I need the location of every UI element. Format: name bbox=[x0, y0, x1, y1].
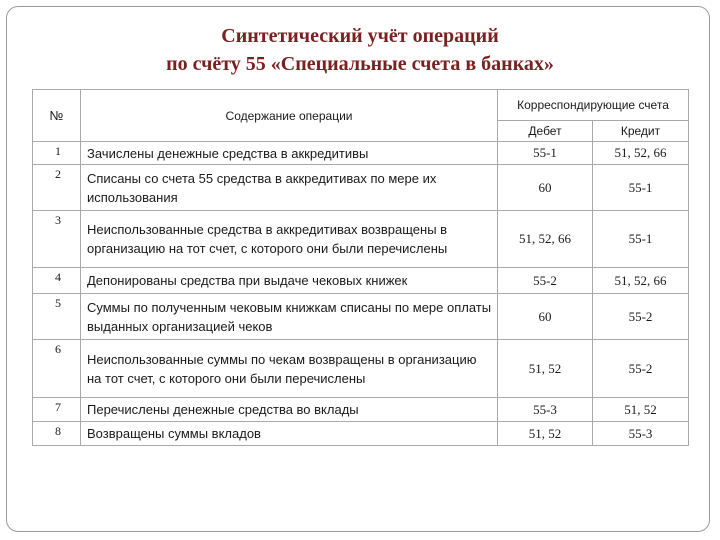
row-debit: 55-1 bbox=[498, 142, 593, 165]
row-number: 6 bbox=[33, 340, 81, 398]
table-row bbox=[33, 165, 689, 211]
row-number: 2 bbox=[33, 165, 81, 211]
row-description: Возвращены суммы вкладов bbox=[81, 422, 498, 446]
row-debit: 60 bbox=[498, 294, 593, 340]
row-description: Неиспользованные суммы по чекам возвращены в организацию на тот счет, с которого они были перечислены bbox=[81, 340, 498, 398]
row-description: Неиспользованные средства в аккредитивах возвращены в организацию на тот счет, с которого они были перечислены bbox=[81, 211, 498, 268]
row-debit: 55-3 bbox=[498, 398, 593, 422]
table-row bbox=[33, 398, 689, 422]
header-credit: Кредит bbox=[593, 121, 689, 142]
row-debit: 51, 52, 66 bbox=[498, 211, 593, 268]
row-debit: 51, 52 bbox=[498, 340, 593, 398]
row-credit: 55-2 bbox=[593, 294, 689, 340]
operations-table bbox=[32, 89, 689, 446]
row-description: Суммы по полученным чековым книжкам списаны по мере оплаты выданных организацией чеков bbox=[81, 294, 498, 340]
page-title-line-2: по счёту 55 «Специальные счета в банках» bbox=[166, 53, 554, 75]
row-description: Перечислены денежные средства во вклады bbox=[81, 398, 498, 422]
header-content: Содержание операции bbox=[81, 90, 498, 142]
table-row bbox=[33, 294, 689, 340]
row-credit: 55-1 bbox=[593, 165, 689, 211]
row-credit: 55-3 bbox=[593, 422, 689, 446]
row-number: 4 bbox=[33, 268, 81, 294]
table-row bbox=[33, 268, 689, 294]
row-number: 8 bbox=[33, 422, 81, 446]
row-credit: 55-2 bbox=[593, 340, 689, 398]
table-row bbox=[33, 211, 689, 268]
row-description: Списаны со счета 55 средства в аккредитивах по мере их использования bbox=[81, 165, 498, 211]
table-row bbox=[33, 142, 689, 165]
row-credit: 51, 52, 66 bbox=[593, 142, 689, 165]
row-number: 5 bbox=[33, 294, 81, 340]
row-credit: 51, 52 bbox=[593, 398, 689, 422]
row-number: 1 bbox=[33, 142, 81, 165]
page-title-line-1: Синтетический учёт операций bbox=[221, 25, 499, 47]
row-debit: 55-2 bbox=[498, 268, 593, 294]
header-number: № bbox=[33, 90, 81, 142]
row-debit: 60 bbox=[498, 165, 593, 211]
row-debit: 51, 52 bbox=[498, 422, 593, 446]
table-row bbox=[33, 422, 689, 446]
table-row bbox=[33, 340, 689, 398]
row-description: Депонированы средства при выдаче чековых книжек bbox=[81, 268, 498, 294]
row-number: 7 bbox=[33, 398, 81, 422]
header-debit: Дебет bbox=[498, 121, 593, 142]
row-number: 3 bbox=[33, 211, 81, 268]
row-credit: 51, 52, 66 bbox=[593, 268, 689, 294]
row-description: Зачислены денежные средства в аккредитивы bbox=[81, 142, 498, 165]
header-corresponding-accounts: Корреспондирующие счета bbox=[498, 90, 689, 121]
row-credit: 55-1 bbox=[593, 211, 689, 268]
